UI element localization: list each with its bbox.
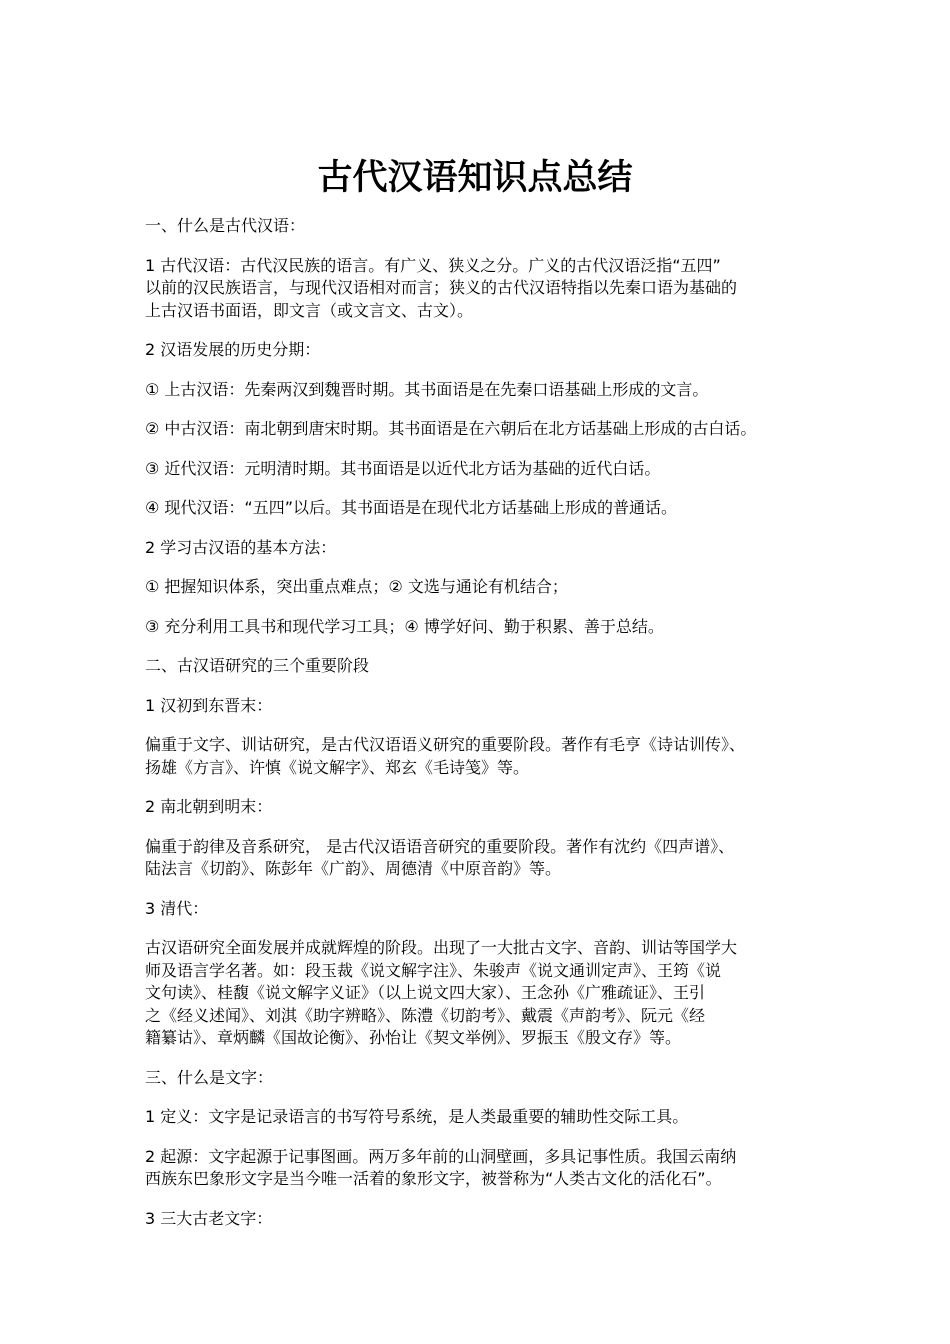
paragraph-line: 古汉语研究全面发展并成就辉煌的阶段。出现了一大批古文字、音韵、训诂等国学大 [145, 938, 738, 957]
paragraph-line: 文句读》、桂馥《说文解字义证》（以上说文四大家）、王念孙《广雅疏证》、王引 [145, 983, 706, 1002]
paragraph-line: ④ 现代汉语：“五四”以后。其书面语是在现代北方话基础上形成的普通话。 [145, 498, 678, 517]
paragraph [145, 836, 825, 881]
paragraph [145, 255, 825, 323]
paragraph [145, 379, 825, 402]
paragraph-line: 2 学习古汉语的基本方法： [145, 537, 337, 557]
paragraph-line: 3 清代： [145, 898, 209, 918]
paragraph [145, 576, 825, 599]
document-title: 古代汉语知识点总结 [317, 158, 633, 198]
paragraph-line: 陆法言《切韵》、陈彭年《广韵》、周德清《中原音韵》等。 [145, 859, 562, 878]
paragraph-line: 一、什么是古代汉语： [145, 216, 306, 235]
paragraph-line: 1 定义：文字是记录语言的书写符号系统，是人类最重要的辅助性交际工具。 [145, 1107, 689, 1126]
paragraph-line: 1 古代汉语：古代汉民族的语言。有广义、狭义之分。广义的古代汉语泛指“五四” [145, 255, 721, 275]
paragraph [145, 1146, 825, 1191]
paragraph [145, 695, 825, 718]
paragraph [145, 616, 825, 639]
paragraph-line: ① 把握知识体系，突出重点难点；② 文选与通论有机结合； [145, 577, 568, 596]
paragraph [145, 655, 825, 678]
paragraph-line: 偏重于韵律及音系研究， 是古代汉语语音研究的重要阶段。著作有沈约《四声谱》、 [145, 836, 735, 856]
paragraph [145, 937, 825, 1050]
paragraph [145, 1067, 825, 1090]
paragraph [145, 339, 825, 362]
paragraph [145, 537, 825, 560]
paragraph [145, 215, 825, 238]
paragraph-line: 之《经义述闻》、刘淇《助字辨略》、陈澧《切韵考》、戴震《声韵考》、阮元《经 [145, 1005, 706, 1025]
paragraph-line: 上古汉语书面语，即文言（或文言文、古文）。 [145, 300, 474, 320]
paragraph-line: 二、古汉语研究的三个重要阶段 [145, 656, 370, 675]
paragraph-line: ③ 近代汉语：元明清时期。其书面语是以近代北方话为基础的近代白话。 [145, 458, 661, 478]
paragraph [145, 418, 825, 441]
paragraph-line: 2 南北朝到明末： [145, 797, 273, 816]
paragraph-line: ② 中古汉语：南北朝到唐宋时期。其书面语是在六朝后在北方话基础上形成的古白话。 [145, 419, 757, 438]
paragraph [145, 497, 825, 520]
paragraph-line: 2 汉语发展的历史分期： [145, 340, 321, 359]
paragraph [145, 734, 825, 779]
paragraph-line: 3 三大古老文字： [145, 1208, 273, 1228]
paragraph-line: 偏重于文字、训诂研究，是古代汉语语义研究的重要阶段。著作有毛亨《诗诂训传》、 [145, 735, 746, 754]
paragraph [145, 1208, 825, 1231]
paragraph-line: 三、什么是文字： [145, 1067, 274, 1087]
paragraph-line: 以前的汉民族语言，与现代汉语相对而言；狭义的古代汉语特指以先秦口语为基础的 [145, 278, 738, 297]
paragraph [145, 1106, 825, 1129]
paragraph-line: 2 起源：文字起源于记事图画。两万多年前的山洞壁画，多具记事性质。我国云南纳 [145, 1146, 737, 1166]
paragraph-line: 师及语言学名著。如：段玉裁《说文解字注》、朱骏声《说文通训定声》、王筠《说 [145, 960, 722, 980]
paragraph [145, 458, 825, 481]
paragraph-line: 1 汉初到东晋末： [145, 695, 273, 715]
paragraph [145, 898, 825, 921]
paragraph-line: 西族东巴象形文字是当今唯一活着的象形文字，被誉称为“人类古文化的活化石”。 [145, 1169, 722, 1188]
paragraph [145, 796, 825, 819]
paragraph-line: 扬雄《方言》、许慎《说文解字》、郑玄《毛诗笺》等。 [145, 757, 530, 777]
paragraph-line: ③ 充分利用工具书和现代学习工具；④ 博学好问、勤于积累、善于总结。 [145, 616, 664, 636]
document-body [145, 215, 825, 1247]
paragraph-line: ① 上古汉语：先秦两汉到魏晋时期。其书面语是在先秦口语基础上形成的文言。 [145, 379, 709, 399]
paragraph-line: 籍纂诂》、章炳麟《国故论衡》、孙怡让《契文举例》、罗振玉《殷文存》等。 [145, 1028, 682, 1047]
